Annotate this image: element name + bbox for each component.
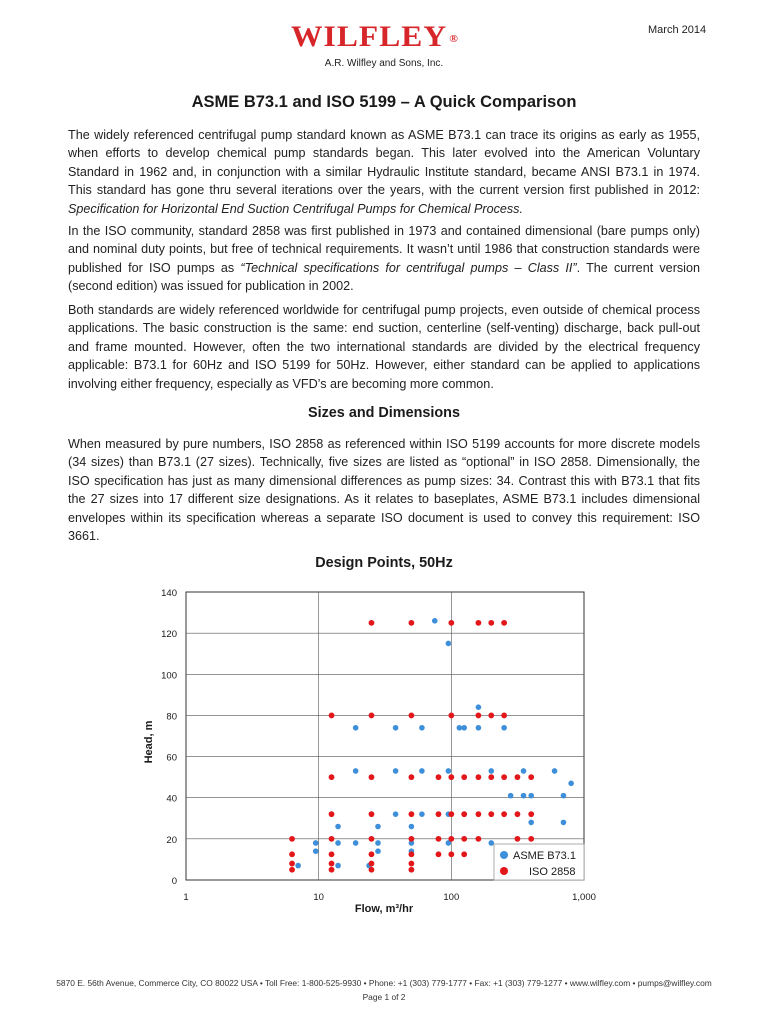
asme-b73-point (419, 811, 425, 817)
iso-2858-point (448, 811, 454, 817)
chart-legend (494, 844, 584, 880)
iso-2858-point (448, 774, 454, 780)
asme-b73-point (528, 820, 534, 826)
iso-2858-point (408, 811, 414, 817)
legend-label-iso: ISO 2858 (529, 866, 576, 878)
x-tick-label: 10 (313, 892, 324, 903)
iso-2858-point (501, 811, 507, 817)
iso-2858-point (476, 620, 482, 626)
asme-b73-point (375, 848, 381, 854)
y-tick-label: 60 (166, 752, 177, 764)
iso-2858-point (448, 713, 454, 719)
iso-2858-point (436, 774, 442, 780)
asme-b73-point (295, 863, 301, 869)
y-tick-label: 20 (166, 834, 177, 846)
asme-b73-point (552, 768, 558, 774)
asme-b73-point (446, 641, 452, 647)
legend-marker-asme (500, 851, 508, 859)
iso-2858-point (289, 836, 295, 842)
iso-2858-point (501, 713, 507, 719)
iso-2858-point (436, 811, 442, 817)
design-points-chart (140, 580, 620, 920)
plot-frame (186, 592, 584, 880)
asme-b73-point (561, 793, 567, 799)
iso-2858-point (408, 620, 414, 626)
iso-2858-point (289, 867, 295, 873)
paragraph-iso: In the ISO community, standard 2858 was first published in 1973 and contained dimensional (bare pumps only) and nominal duty points, but free of technical requirements. It wasn’t until 1986 that construction standards were published for ISO pumps as “Technical specifications for centrifugal pumps – Class II”. The current version (second edition) was issued for publication in 2002. (68, 224, 700, 294)
iso-2858-point (329, 713, 335, 719)
asme-b73-point (501, 725, 507, 731)
asme-b73-point (353, 768, 359, 774)
iso-2858-point (289, 851, 295, 857)
y-tick-label: 80 (166, 711, 177, 723)
asme-b73-point (457, 725, 463, 731)
chart-title: Design Points, 50Hz (315, 555, 453, 571)
iso-2858-point (461, 851, 467, 857)
asme-b73-point (476, 704, 482, 710)
asme-b73-point (393, 768, 399, 774)
asme-b73-point (335, 840, 341, 846)
iso-2858-point (436, 851, 442, 857)
iso-2858-point (515, 836, 521, 842)
iso-2858-point (369, 620, 375, 626)
page-title: ASME B73.1 and ISO 5199 – A Quick Comparison (191, 93, 577, 111)
iso-2858-point (436, 836, 442, 842)
iso-2858-point (329, 867, 335, 873)
asme-b73-point (488, 768, 494, 774)
asme-b73-point (375, 824, 381, 830)
asme-b73-point (335, 824, 341, 830)
iso-2858-point (408, 836, 414, 842)
chart-grid (186, 592, 584, 880)
iso-2858-point (369, 861, 375, 867)
iso-2858-point (488, 713, 494, 719)
iso-2858-point (461, 811, 467, 817)
y-axis-ticks (161, 588, 177, 887)
asme-b73-point (419, 725, 425, 731)
asme-b73-point (521, 793, 527, 799)
iso-2858-point (408, 851, 414, 857)
iso-2858-point (476, 774, 482, 780)
paragraph-sizes: When measured by pure numbers, ISO 2858 as referenced within ISO 5199 accounts for more discrete models (34 sizes) than B73.1 (27 sizes). Technically, five sizes are listed as “optional” in ISO 2858. Dimensionally, the ISO specification has just as many dimensional differences as pump sizes: 34. Contrast this with B73.1 that fits the 27 sizes into 17 different size designations. As it relates to baseplates, ASME B73.1 includes dimensional envelopes within its specification whereas a separate ISO document is used to convey this requirement: ISO 3661. (68, 437, 700, 544)
iso-2858-point (329, 836, 335, 842)
legend-marker-iso (500, 867, 508, 875)
y-tick-label: 120 (161, 629, 177, 641)
section-heading-sizes: Sizes and Dimensions (308, 405, 460, 421)
iso-2858-point (528, 774, 534, 780)
iso-2858-point (501, 774, 507, 780)
asme-b73-point (313, 848, 319, 854)
legend-label-asme: ASME B73.1 (513, 850, 576, 862)
asme-b73-point (409, 824, 415, 830)
paragraph-history: The widely referenced centrifugal pump standard known as ASME B73.1 can trace its origins as early as 1955, when efforts to develop chemical pump standards began. This later evolved into the American Voluntary Standard in 1962 and, in conjunction with a similar Hydraulic Institute standard, became ANSI B73.1 in 1974. This standard has gone thru several iterations over the years, with the current version first published in 2012: Specification for Horizontal End Suction Centrifugal Pumps for Chemical Process. (68, 128, 700, 216)
iso-2858-point (408, 713, 414, 719)
iso-2858-point (369, 867, 375, 873)
asme-b73-point (508, 793, 514, 799)
y-axis-label: Head, m (143, 720, 155, 764)
y-tick-label: 100 (161, 670, 177, 682)
asme-b73-point (393, 811, 399, 817)
iso-2858-point (461, 836, 467, 842)
iso-2858-point (476, 713, 482, 719)
iso-2858-point (515, 774, 521, 780)
iso-2858-point (488, 620, 494, 626)
iso-2858-point (369, 851, 375, 857)
iso-2858-point (461, 774, 467, 780)
iso-2858-point (329, 811, 335, 817)
asme-b73-point (353, 840, 359, 846)
x-tick-label: 100 (443, 892, 460, 903)
iso-2858-point (289, 861, 295, 867)
iso-2858-point (448, 851, 454, 857)
iso-2858-point (369, 774, 375, 780)
asme-b73-point (476, 725, 482, 731)
iso-2858-point (329, 774, 335, 780)
iso-2858-point (329, 861, 335, 867)
x-tick-label: 1,000 (572, 892, 596, 903)
x-axis-ticks (183, 892, 596, 903)
asme-b73-point (528, 793, 534, 799)
asme-b73-point (521, 768, 527, 774)
iso-2858-point (408, 867, 414, 873)
iso-2858-point (448, 836, 454, 842)
asme-b73-point (561, 820, 567, 826)
iso-2858-point (515, 811, 521, 817)
x-tick-label: 1 (183, 892, 189, 903)
asme-b73-point (568, 781, 574, 787)
asme-b73-point (393, 725, 399, 731)
document-date: March 2014 (648, 24, 707, 36)
iso-2858-point (528, 836, 534, 842)
iso-2858-point (488, 774, 494, 780)
y-tick-label: 40 (166, 793, 177, 805)
asme-b73-point (419, 768, 425, 774)
asme-b73-point (353, 725, 359, 731)
x-axis-label: Flow, m³/hr (354, 903, 414, 915)
iso-2858-point (329, 851, 335, 857)
iso-2858-point (369, 713, 375, 719)
asme-b73-point (375, 840, 381, 846)
iso-2858-point (488, 811, 494, 817)
y-tick-label: 0 (171, 876, 177, 887)
iso-2858-point (369, 836, 375, 842)
iso-2858-point (501, 620, 507, 626)
company-name: A.R. Wilfley and Sons, Inc. (324, 58, 444, 69)
page-number: Page 1 of 2 (362, 992, 406, 1002)
asme-b73-point (335, 863, 341, 869)
asme-b73-point (446, 768, 452, 774)
paragraph-construction: Both standards are widely referenced worldwide for centrifugal pump projects, even outside of chemical process applications. The basic construction is the same: end suction, centerline (self-venting) discharge, back pull-out and frame mounted. However, often the two international standards are divided by the electrical frequency applicable: B73.1 for 60Hz and ISO 5199 for 50Hz. However, either standard can be applied to applications involving either frequency, especially as VFD’s are becoming more common. (68, 303, 700, 391)
iso-2858-point (476, 811, 482, 817)
asme-b73-point (461, 725, 467, 731)
asme-b73-point (488, 840, 494, 846)
iso-2858-point (448, 620, 454, 626)
y-tick-label: 140 (161, 588, 177, 599)
asme-b73-point (432, 618, 438, 624)
iso-2858-point (408, 774, 414, 780)
iso-2858-point (528, 811, 534, 817)
footer-address: 5870 E. 56th Avenue, Commerce City, CO 80022 USA • Toll Free: 1-800-525-9930 • Phone: +1 (303) 779-1777 • Fax: +1 (303) 779-1277 • www.wilfley.com • pumps@wilfley.com (56, 978, 712, 988)
asme-b73-point (313, 840, 319, 846)
wilfley-logo: WILFLEY ® (291, 20, 459, 53)
iso-2858-point (408, 861, 414, 867)
iso-2858-point (476, 836, 482, 842)
iso-2858-point (369, 811, 375, 817)
